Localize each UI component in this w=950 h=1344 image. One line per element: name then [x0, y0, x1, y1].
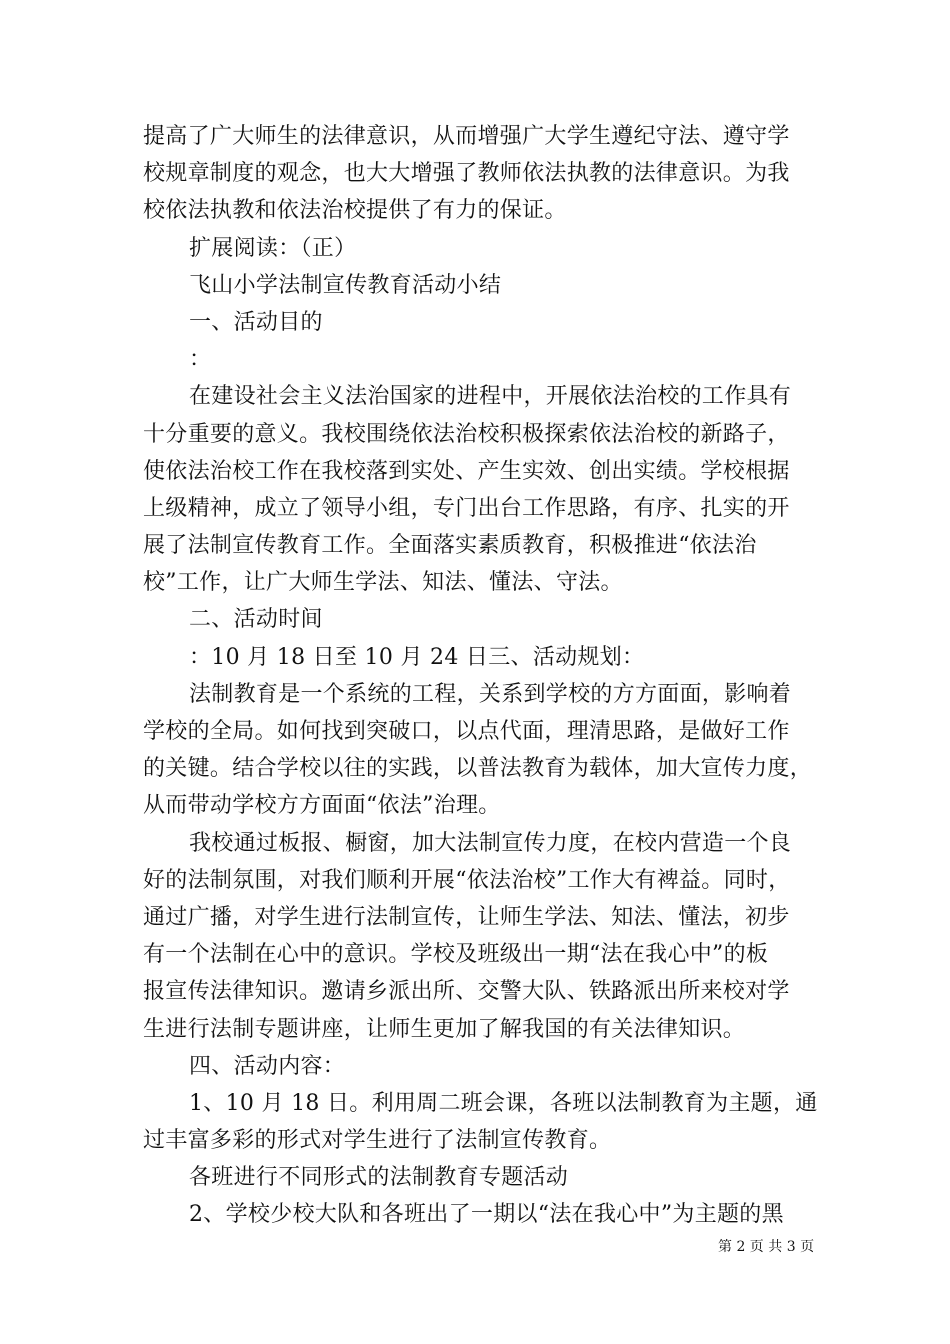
page-number: 第 2 页 共 3 页	[718, 1239, 815, 1255]
text-line-22: 通过广播，对学生进行法制宣传，让师生学法、知法、懂法，初步	[143, 904, 790, 930]
extended-reading-heading: 扩展阅读：（正）	[189, 235, 357, 261]
text-line-colon: ：	[189, 347, 212, 373]
text-line-8: 在建设社会主义法治国家的进程中，开展依法治校的工作具有	[189, 384, 792, 410]
section-heading-content: 四、活动内容：	[189, 1053, 346, 1079]
text-line-30: 2、学校少校大队和各班出了一期以“法在我心中”为主题的黑	[189, 1202, 784, 1228]
text-line-9: 十分重要的意义。我校围绕依法治校积极探索依法治校的新路子，	[143, 421, 790, 447]
text-line-29: 各班进行不同形式的法制教育专题活动	[189, 1165, 569, 1191]
text-line-2: 校规章制度的观念，也大大增强了教师依法执教的法律意识。为我	[143, 161, 790, 187]
document-title: 飞山小学法制宣传教育活动小结	[189, 272, 502, 298]
document-body	[143, 118, 823, 1234]
text-line-19: 从而带动学校方方面面“依法”治理。	[143, 793, 501, 819]
text-line-20: 我校通过板报、橱窗，加大法制宣传力度，在校内营造一个良	[189, 830, 792, 856]
text-line-24: 报宣传法律知识。邀请乡派出所、交警大队、铁路派出所来校对学	[143, 979, 790, 1005]
text-line-12: 展了法制宣传教育工作。全面落实素质教育，积极推进“依法治	[143, 533, 757, 559]
text-line-18: 的关键。结合学校以往的实践，以普法教育为载体，加大宣传力度，	[143, 756, 813, 782]
text-line-3: 校依法执教和依法治校提供了有力的保证。	[143, 198, 567, 224]
text-line-10: 使依法治校工作在我校落到实处、产生实效、创出实绩。学校根据	[143, 458, 790, 484]
text-line-27: 1、10 月 18 日。利用周二班会课，各班以法制教育为主题，通	[189, 1090, 818, 1116]
text-line-21: 好的法制氛围，对我们顺利开展“依法治校”工作大有裨益。同时，	[143, 867, 791, 893]
text-line-28: 过丰富多彩的形式对学生进行了法制宣传教育。	[143, 1128, 612, 1154]
text-line-13: 校”工作，让广大师生学法、知法、懂法、守法。	[143, 570, 623, 596]
text-line-11: 上级精神，成立了领导小组，专门出台工作思路，有序、扎实的开	[143, 495, 790, 521]
text-line-17: 学校的全局。如何找到突破口，以点代面，理清思路，是做好工作	[143, 719, 790, 744]
text-line-1: 提高了广大师生的法律意识，从而增强广大学生遵纪守法、遵守学	[143, 124, 790, 149]
text-line-25: 生进行法制专题讲座，让师生更加了解我国的有关法律知识。	[143, 1016, 746, 1042]
text-line-16: 法制教育是一个系统的工程，关系到学校的方方面面，影响着	[189, 681, 792, 707]
section-heading-time: 二、活动时间	[189, 607, 323, 633]
text-line-time-range: ：10 月 18 日至 10 月 24 日三、活动规划：	[189, 644, 645, 670]
text-line-23: 有一个法制在心中的意识。学校及班级出一期“法在我心中”的板	[143, 942, 769, 968]
section-heading-purpose: 一、活动目的	[189, 309, 323, 335]
